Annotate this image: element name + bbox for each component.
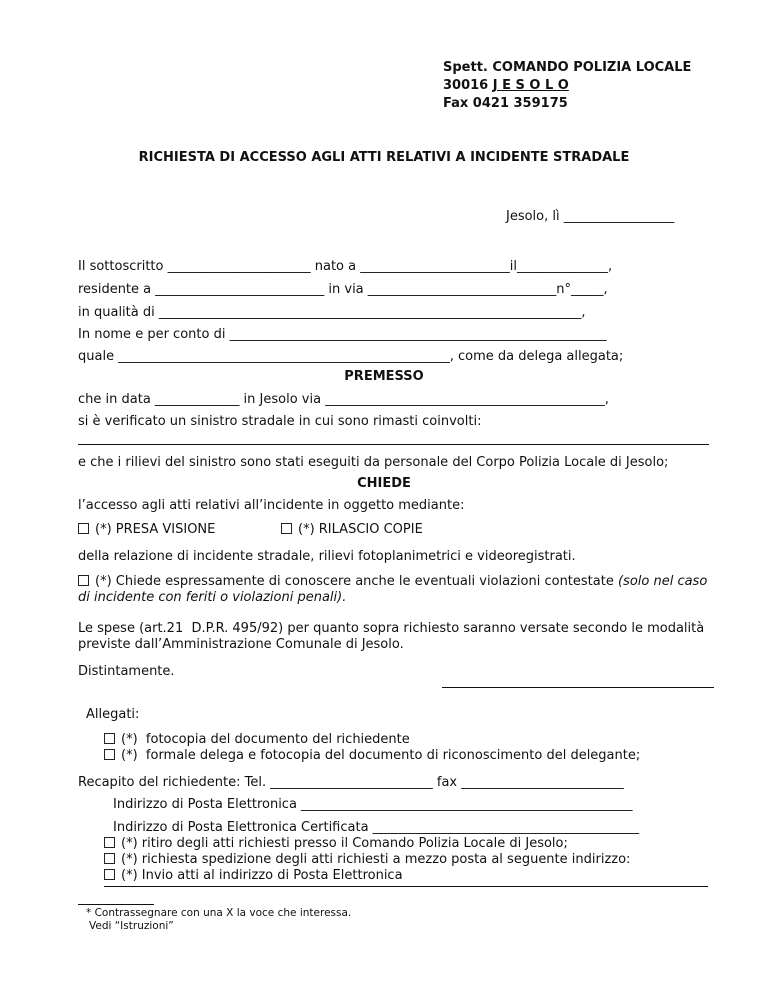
option-label: (*) PRESA VISIONE [95,522,216,537]
premesso-heading: PREMESSO [344,369,424,384]
allegato-label: (*) formale delega e fotocopia del documento di riconoscimento del delegante; [121,748,641,763]
recapito-option[interactable] [104,868,403,884]
allegato-label: (*) fotocopia del documento del richiedente [121,732,410,747]
violations-note: (solo nel caso [617,574,708,589]
recapito-tel-fax: Recapito del richiedente: Tel. _________________________ fax _________________________ [78,775,624,790]
checkbox[interactable] [104,733,115,744]
recapito-option-label: (*) ritiro degli atti richiesti presso il Comando Polizia Locale di Jesolo; [121,836,568,851]
city-name: J E S O L O [492,78,569,93]
checkbox[interactable] [104,749,115,760]
zip-code: 30016 [443,78,493,93]
recapito-option-label: (*) richiesta spedizione degli atti richiesti a mezzo posta al seguente indirizzo: [121,852,631,867]
recapito-option[interactable] [104,852,630,868]
checkbox[interactable] [78,575,89,586]
option-label: (*) RILASCIO COPIE [298,522,423,537]
violations-line-2: di incidente con feriti o violazioni penali). [78,590,347,605]
form-line-qualita: in qualità di _________________________________________________________________, [78,305,586,320]
recipient-line: Spett. COMANDO POLIZIA LOCALE [443,60,692,75]
allegato-item[interactable] [104,732,410,748]
chiede-intro: l’accesso agli atti relativi all’incidente in oggetto mediante: [78,498,465,513]
recapito-pec: Indirizzo di Posta Elettronica Certificata _________________________________________ [113,820,640,835]
document-title: RICHIESTA DI ACCESSO AGLI ATTI RELATIVI A INCIDENTE STRADALE [138,150,630,165]
closing: Distintamente. [78,664,175,679]
spese-line-1: Le spese (art.21 D.P.R. 495/92) per quanto sopra richiesto saranno versate secondo le modalità [78,621,705,636]
checkbox[interactable] [104,853,115,864]
footnote-line-2: Vedi “Istruzioni” [89,920,174,932]
coinvolti-blank-line [78,444,709,445]
recapito-option-label: (*) Invio atti al indirizzo di Posta Elettronica [121,868,403,883]
form-line-sottoscritto: Il sottoscritto ______________________ nato a _______________________il______________, [78,259,613,274]
allegato-item[interactable] [104,748,640,764]
option-presa-visione[interactable] [78,522,215,538]
form-line-quale: quale ___________________________________________________, come da delega allegata; [78,349,624,364]
date-line: Jesolo, lì _________________ [506,209,675,224]
email-address-blank-line [104,886,708,887]
recapito-option[interactable] [104,836,568,852]
violations-line-1[interactable] [78,574,707,590]
checkbox[interactable] [281,523,292,534]
fax-line: Fax 0421 359175 [443,96,568,111]
form-line-per-conto: In nome e per conto di __________________________________________________________ [78,327,607,342]
city-line [443,78,569,94]
allegati-heading: Allegati: [86,707,140,722]
checkbox[interactable] [104,869,115,880]
chiede-heading: CHIEDE [357,476,411,491]
premesso-rilievi-line: e che i rilievi del sinistro sono stati eseguiti da personale del Corpo Polizia Locale di Jesolo; [78,455,669,470]
relation-line: della relazione di incidente stradale, rilievi fotoplanimetrici e videoregistrati. [78,549,576,564]
footnote-line-1: * Contrassegnare con una X la voce che interessa. [86,907,352,919]
spese-line-2: previste dall’Amministrazione Comunale di Jesolo. [78,637,404,652]
violations-text: (*) Chiede espressamente di conoscere anche le eventuali violazioni contestate [95,574,618,589]
premesso-sinistro-line: si è verificato un sinistro stradale in cui sono rimasti coinvolti: [78,414,482,429]
checkbox[interactable] [104,837,115,848]
footnote-separator [78,904,154,905]
option-rilascio-copie[interactable] [281,522,423,538]
recapito-email: Indirizzo di Posta Elettronica ___________________________________________________ [113,797,633,812]
form-line-residente: residente a __________________________ in via _____________________________n°_____, [78,282,608,297]
signature-line [442,687,714,688]
premesso-date-line: che in data _____________ in Jesolo via ___________________________________________, [78,392,609,407]
checkbox[interactable] [78,523,89,534]
